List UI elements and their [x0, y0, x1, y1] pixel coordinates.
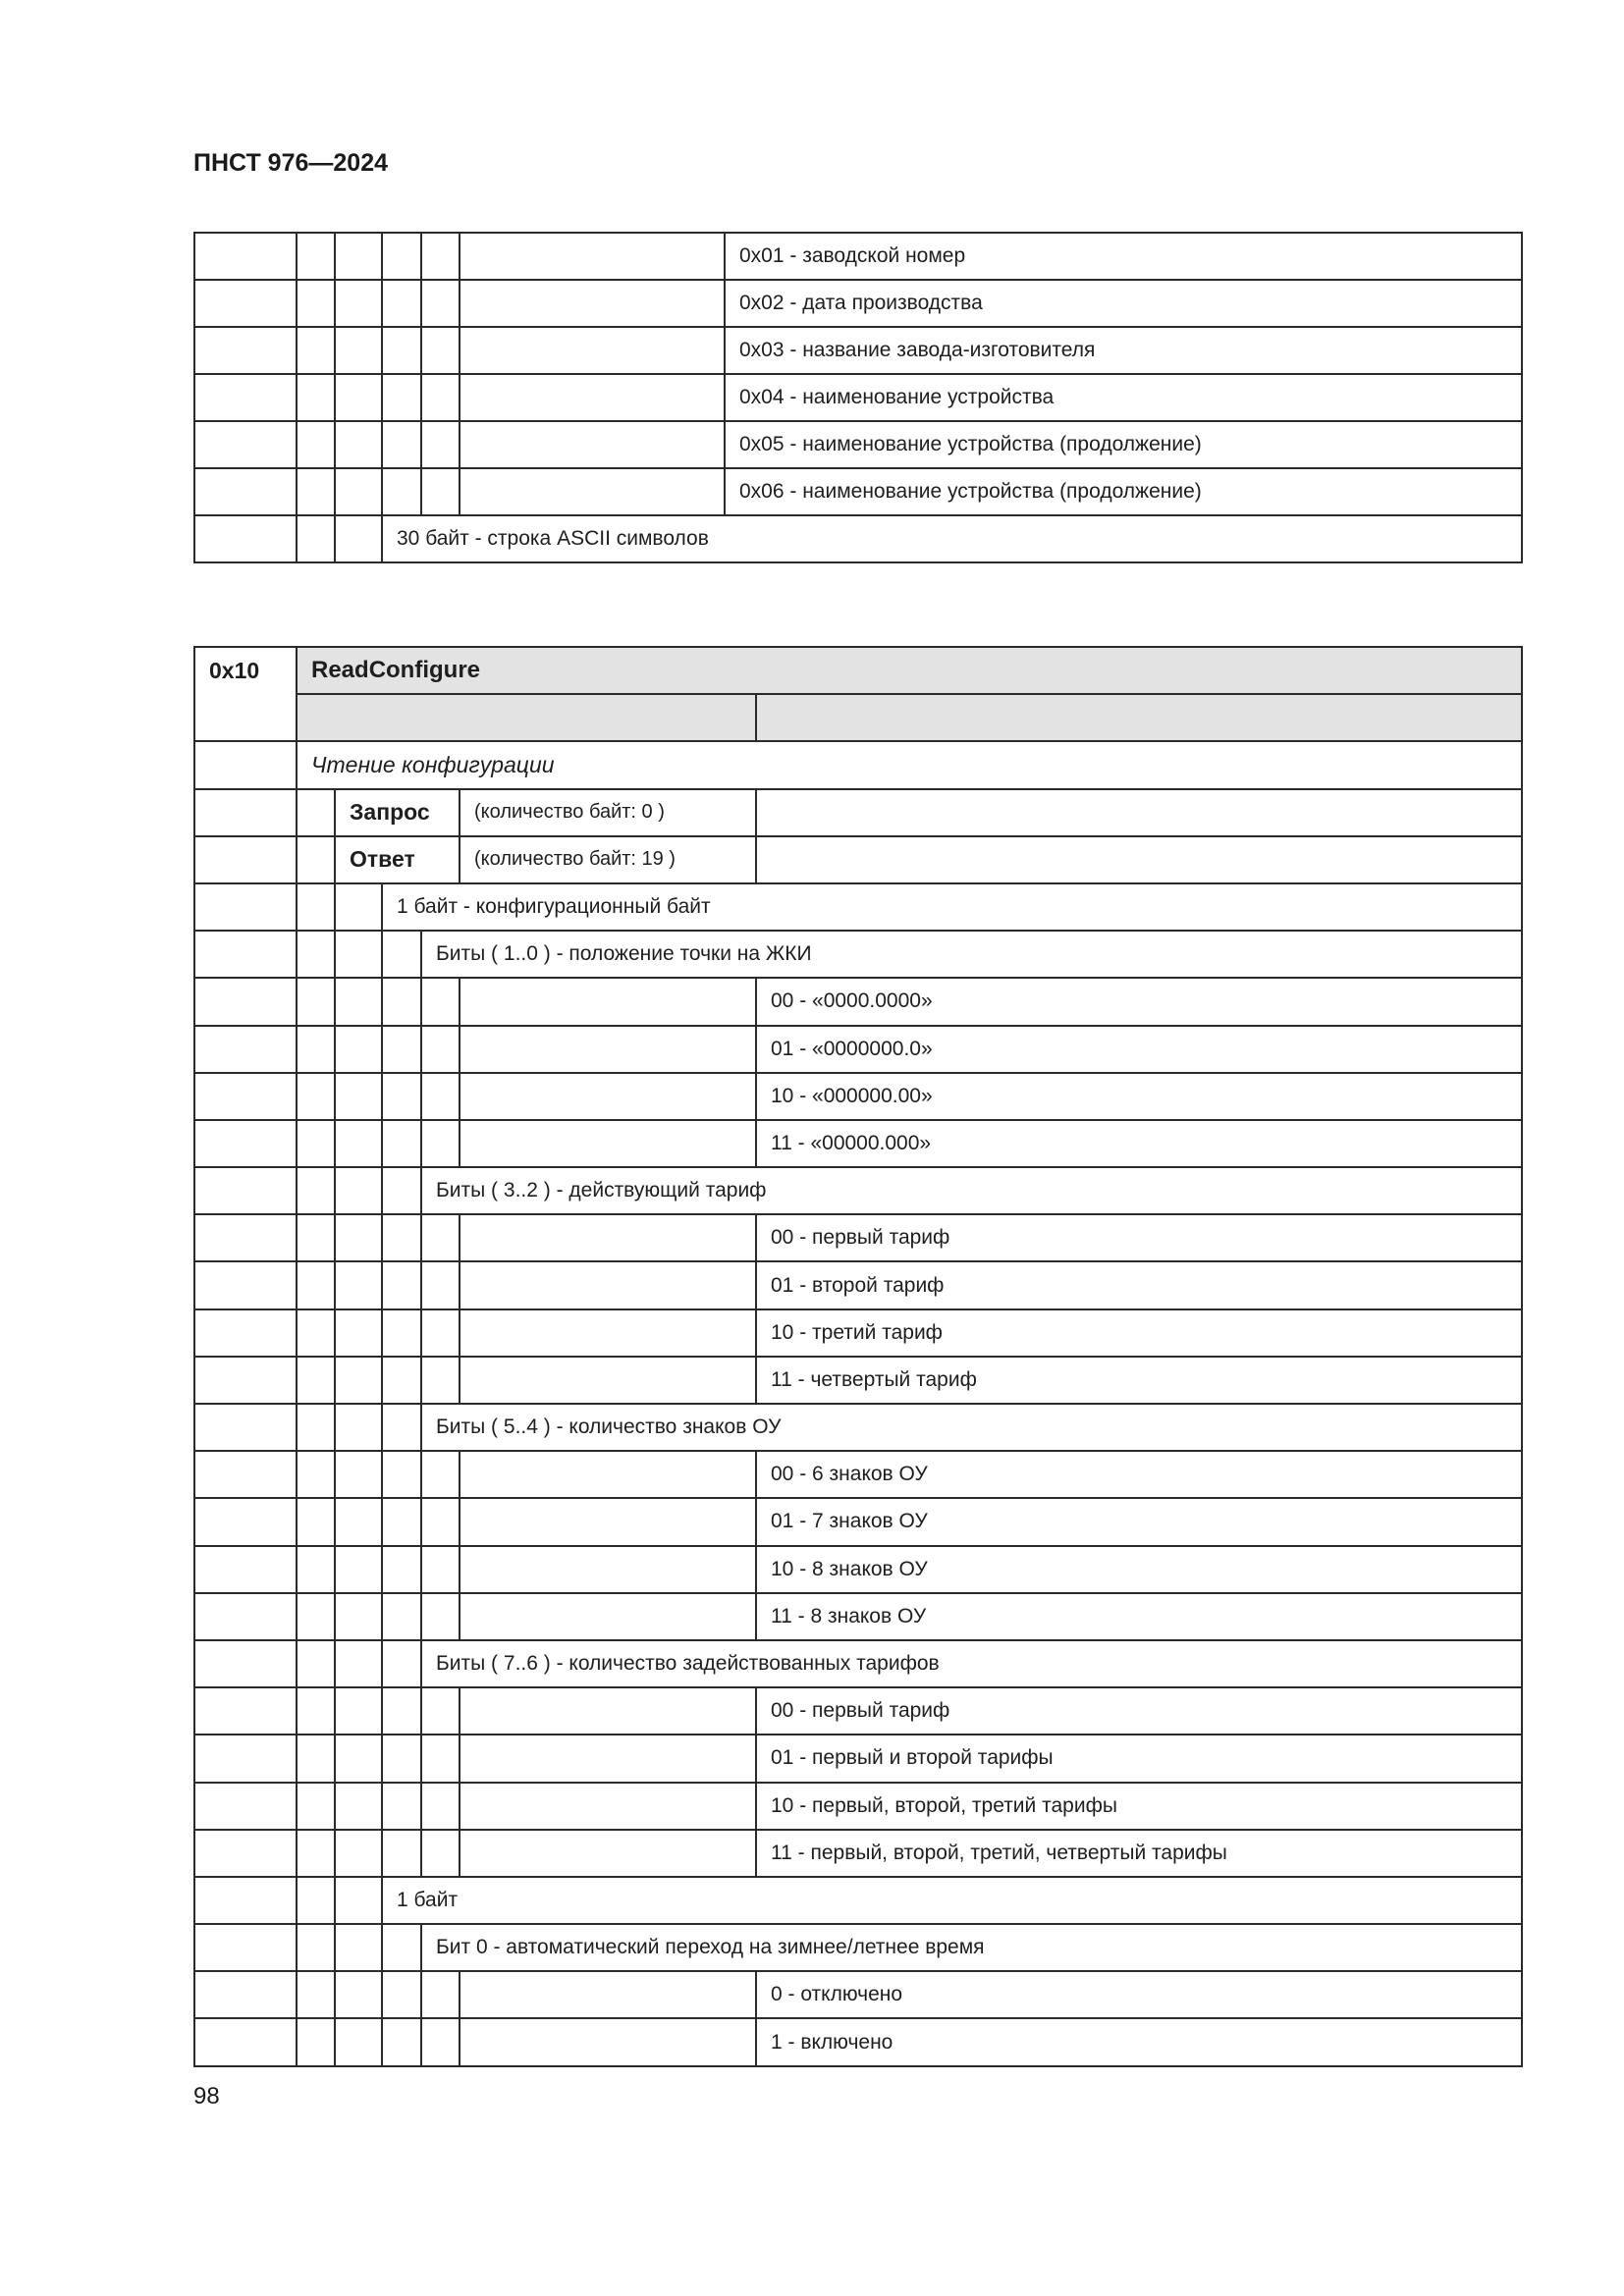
- value-cell: 10 - 8 знаков ОУ: [756, 1546, 1522, 1593]
- value-cell: 01 - первый и второй тарифы: [756, 1735, 1522, 1782]
- table-row: [194, 1687, 1522, 1735]
- value-cell: 0 - отключено: [756, 1971, 1522, 2018]
- table-row: [194, 978, 1522, 1025]
- table-row: [194, 1309, 1522, 1357]
- table-row: [194, 789, 1522, 836]
- value-cell: 11 - 8 знаков ОУ: [756, 1593, 1522, 1640]
- table-row: [194, 1830, 1522, 1877]
- value-cell: 00 - 6 знаков ОУ: [756, 1451, 1522, 1498]
- table-row: [194, 931, 1522, 978]
- value-cell: 00 - первый тариф: [756, 1687, 1522, 1735]
- table-row: [194, 1877, 1522, 1924]
- bits-title: Биты ( 1..0 ) - положение точки на ЖКИ: [421, 931, 1522, 978]
- value-cell: 11 - четвертый тариф: [756, 1357, 1522, 1404]
- value-cell: 01 - второй тариф: [756, 1261, 1522, 1308]
- table-row: [194, 1167, 1522, 1214]
- table-row: [194, 1214, 1522, 1261]
- table-row: [194, 1593, 1522, 1640]
- byte-description: 1 байт - конфигурационный байт: [382, 883, 1522, 931]
- value-cell: 01 - 7 знаков ОУ: [756, 1498, 1522, 1545]
- bits-title: Бит 0 - автоматический переход на зимнее/летнее время: [421, 1924, 1522, 1971]
- bits-title: Биты ( 3..2 ) - действующий тариф: [421, 1167, 1522, 1214]
- table-row: [194, 1783, 1522, 1830]
- response-label: Ответ: [335, 836, 460, 883]
- table-row: [194, 1357, 1522, 1404]
- table-row: [194, 468, 1522, 515]
- request-count: (количество байт: 0 ): [460, 789, 756, 836]
- bits-title: Биты ( 7..6 ) - количество задействованных тарифов: [421, 1640, 1522, 1687]
- table-row: [194, 1404, 1522, 1451]
- value-cell: 11 - «00000.000»: [756, 1120, 1522, 1167]
- table-row: [194, 515, 1522, 562]
- value-cell: 11 - первый, второй, третий, четвертый тарифы: [756, 1830, 1522, 1877]
- value-cell: 10 - «000000.00»: [756, 1073, 1522, 1120]
- table-row: [194, 1026, 1522, 1073]
- document-id: ПНСТ 976—2024: [193, 149, 388, 177]
- table-row: [194, 1640, 1522, 1687]
- table-row: [194, 741, 1522, 788]
- table-row: [194, 1971, 1522, 2018]
- table-header-row: [194, 647, 1522, 694]
- value-cell: 1 - включено: [756, 2018, 1522, 2065]
- value-cell: 00 - «0000.0000»: [756, 978, 1522, 1025]
- table-row: [194, 883, 1522, 931]
- table-row: [194, 2018, 1522, 2065]
- table-row: [194, 1546, 1522, 1593]
- table-row: [194, 327, 1522, 374]
- command-name: ReadConfigure: [297, 647, 1522, 694]
- table-row: [194, 1261, 1522, 1308]
- identification-table: [193, 232, 1523, 563]
- table-row: [194, 421, 1522, 468]
- table-row: [194, 1073, 1522, 1120]
- request-label: Запрос: [335, 789, 460, 836]
- table-row: [194, 280, 1522, 327]
- value-cell: 10 - первый, второй, третий тарифы: [756, 1783, 1522, 1830]
- command-code: 0x10: [194, 647, 297, 741]
- value-cell: 0x03 - название завода-изготовителя: [725, 327, 1522, 374]
- byte-description: 1 байт: [382, 1877, 1522, 1924]
- value-cell: 10 - третий тариф: [756, 1309, 1522, 1357]
- table-header-row: [194, 694, 1522, 741]
- value-cell: 01 - «0000000.0»: [756, 1026, 1522, 1073]
- table-row: [194, 1735, 1522, 1782]
- table-row: [194, 1120, 1522, 1167]
- value-cell: 0x01 - заводской номер: [725, 233, 1522, 280]
- table-row: [194, 1451, 1522, 1498]
- table-row: [194, 1924, 1522, 1971]
- value-cell: 0x05 - наименование устройства (продолжение): [725, 421, 1522, 468]
- table-row: [194, 836, 1522, 883]
- footer-cell: 30 байт - строка ASCII символов: [382, 515, 1522, 562]
- value-cell: 0x02 - дата производства: [725, 280, 1522, 327]
- value-cell: 00 - первый тариф: [756, 1214, 1522, 1261]
- table-row: [194, 1498, 1522, 1545]
- bits-title: Биты ( 5..4 ) - количество знаков ОУ: [421, 1404, 1522, 1451]
- page-number: 98: [193, 2083, 220, 2109]
- value-cell: 0x04 - наименование устройства: [725, 374, 1522, 421]
- command-description: Чтение конфигурации: [297, 741, 1522, 788]
- table-row: [194, 374, 1522, 421]
- table-row: [194, 233, 1522, 280]
- value-cell: 0x06 - наименование устройства (продолжение): [725, 468, 1522, 515]
- read-configure-table: [193, 646, 1523, 2067]
- response-count: (количество байт: 19 ): [460, 836, 756, 883]
